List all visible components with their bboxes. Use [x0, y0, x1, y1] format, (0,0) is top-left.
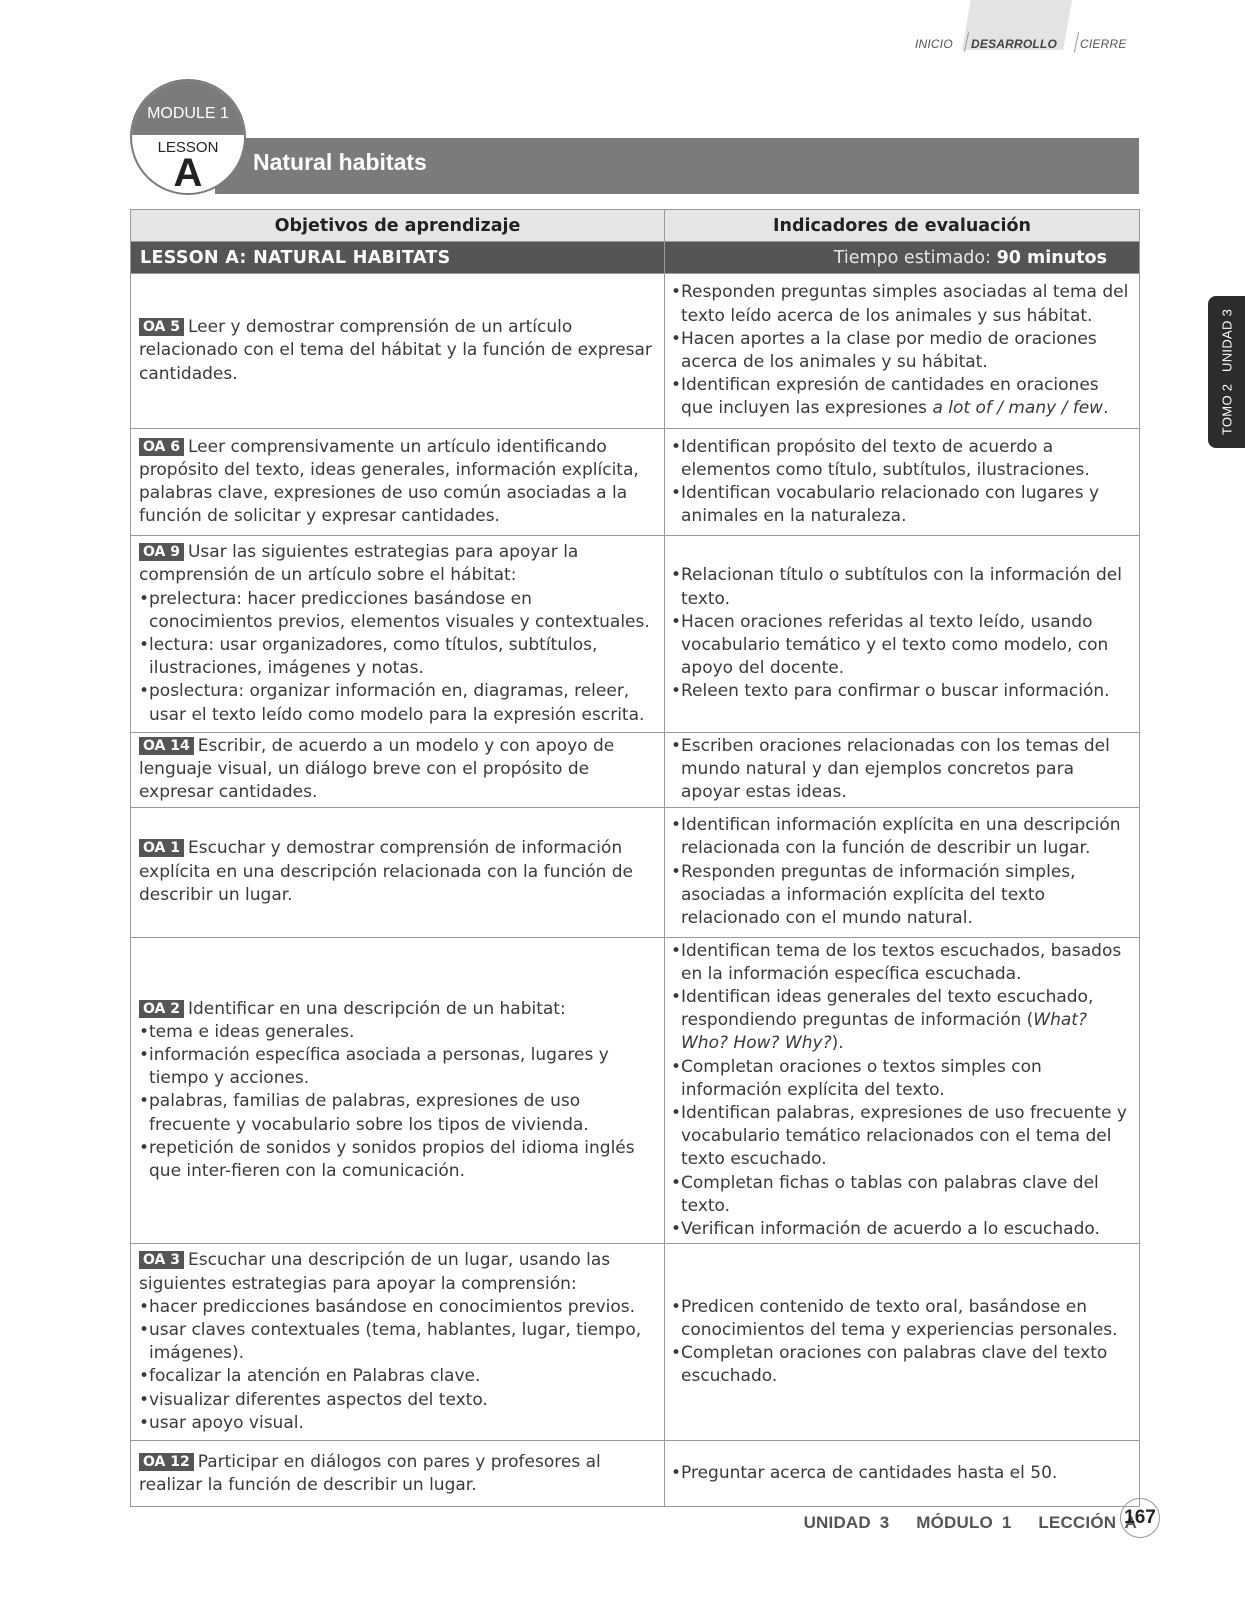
- indicator-italic: a lot of / many / few: [932, 398, 1104, 419]
- lesson-name: LESSON A: NATURAL HABITATS: [131, 242, 665, 274]
- page-title: Natural habitats: [253, 149, 427, 175]
- list-item: • Preguntar acerca de cantidades hasta el 50.: [671, 1462, 1135, 1485]
- objective-cell: [131, 429, 665, 536]
- objective-cell: [131, 274, 665, 429]
- objective-text: Participar en diálogos con pares y profesores al realizar la función de describir un lugar.: [139, 1451, 601, 1495]
- oa-code: OA 1: [139, 839, 184, 857]
- objective-text: Escribir, de acuerdo a un modelo y con apoyo de lenguaje visual, un diálogo breve con el propósito de expresar cantidades.: [139, 736, 615, 803]
- indicator-text: Identifican ideas generales del texto escuchado, respondiendo preguntas de información (: [681, 987, 1094, 1031]
- col-indicators-header: Indicadores de evaluación: [665, 210, 1140, 242]
- objective-cell: [131, 937, 665, 1244]
- list-item: • repetición de sonidos y sonidos propios del idioma inglés que inter-fieren con la comunicación.: [139, 1137, 656, 1183]
- indicators-cell: [665, 536, 1140, 733]
- indicators-cell: [665, 1244, 1140, 1441]
- table-row: [131, 429, 1140, 536]
- indicators-cell: [665, 807, 1140, 937]
- nav-inicio: INICIO: [915, 37, 953, 51]
- objective-cell: [131, 1244, 665, 1441]
- indicators-cell: [665, 429, 1140, 536]
- list-item: • Identifican información explícita en una descripción relacionada con la función de describir un lugar.: [671, 814, 1135, 860]
- indicator-end: ).: [831, 1033, 844, 1054]
- list-item: • tema e ideas generales.: [139, 1021, 656, 1044]
- volume-unit-tab: [1208, 296, 1245, 448]
- badge-lesson: LESSON: [157, 139, 219, 156]
- objective-text: Leer y demostrar comprensión de un artículo relacionado con el tema del hábitat y la función de expresar cantidades.: [139, 317, 652, 384]
- objective-text: Escuchar y demostrar comprensión de información explícita en una descripción relacionada con la función de describir un lugar.: [139, 838, 634, 905]
- col-objectives-header: Objetivos de aprendizaje: [131, 210, 665, 242]
- list-item: • visualizar diferentes aspectos del texto.: [139, 1389, 656, 1412]
- lesson-title-bar: [215, 138, 1139, 194]
- oa-code: OA 9: [139, 543, 184, 561]
- list-item: • Hacen aportes a la clase por medio de oraciones acerca de los animales y su hábitat.: [671, 328, 1135, 374]
- list-item: • Responden preguntas simples asociadas al tema del texto leído acerca de los animales y sus hábitat.: [671, 281, 1135, 327]
- oa-code: OA 6: [139, 438, 184, 456]
- list-item: • Releen texto para confirmar o buscar información.: [671, 680, 1135, 703]
- list-item: • Completan fichas o tablas con palabras clave del texto.: [671, 1172, 1135, 1218]
- list-item: • Completan oraciones o textos simples con información explícita del texto.: [671, 1056, 1135, 1102]
- objective-cell: [131, 536, 665, 733]
- indicator-italic: What? Who? How? Why?: [681, 1010, 1087, 1054]
- list-item: • Verifican información de acuerdo a lo escuchado.: [671, 1218, 1135, 1241]
- objective-cell: [131, 807, 665, 937]
- nav-cierre: CIERRE: [1080, 37, 1127, 51]
- indicator-text: Identifican expresión de cantidades en oraciones que incluyen las expresiones: [681, 375, 1099, 419]
- list-item: • Identifican tema de los textos escuchados, basados en la información específica escuchada.: [671, 940, 1135, 986]
- oa-code: OA 2: [139, 1000, 184, 1018]
- module-lesson-badge: [130, 79, 246, 195]
- objective-text: Escuchar una descripción de un lugar, usando las siguientes estrategias para apoyar la comprensión:: [139, 1250, 611, 1294]
- table-row: [131, 807, 1140, 937]
- objectives-table: [130, 209, 1140, 1507]
- objective-text: Identificar en una descripción de un habitat:: [187, 998, 566, 1019]
- table-row: [131, 937, 1140, 1244]
- indicators-cell: [665, 937, 1140, 1244]
- list-item: [671, 374, 1135, 420]
- page-number: 167: [1120, 1498, 1160, 1538]
- lesson-row: [131, 242, 1140, 274]
- time-label: Tiempo estimado:: [833, 247, 992, 268]
- list-item: • palabras, familias de palabras, expresiones de uso frecuente y vocabulario sobre los tipos de vivienda.: [139, 1090, 656, 1136]
- badge-module: MODULE 1: [147, 105, 229, 122]
- list-item: • usar claves contextuales (tema, hablantes, lugar, tiempo, imágenes).: [139, 1319, 656, 1365]
- objective-cell: [131, 733, 665, 808]
- list-item: • Identifican palabras, expresiones de uso frecuente y vocabulario temático relacionados con el tema del texto escuchado.: [671, 1102, 1135, 1172]
- list-item: • Identifican vocabulario relacionado con lugares y animales en la naturaleza.: [671, 482, 1135, 528]
- table-row: [131, 733, 1140, 808]
- list-item: • Predicen contenido de texto oral, basándose en conocimientos del tema y experiencias personales.: [671, 1296, 1135, 1342]
- objective-text: Leer comprensivamente un artículo identificando propósito del texto, ideas generales, información explícita, palabras clave, expresiones de uso común asociadas a la función de solicitar y expresar cantidades.: [139, 436, 639, 527]
- section-nav: [900, 0, 1140, 60]
- oa-code: OA 12: [139, 1453, 194, 1471]
- footer-breadcrumb: UNIDAD 3 MÓDULO 1 LECCIÓN A: [803, 1513, 1137, 1532]
- estimated-time: [665, 242, 1140, 274]
- list-item: • Relacionan título o subtítulos con la información del texto.: [671, 564, 1135, 610]
- list-item: • focalizar la atención en Palabras clave.: [139, 1365, 656, 1388]
- list-item: • Responden preguntas de información simples, asociadas a información explícita del texto relacionado con el mundo natural.: [671, 861, 1135, 931]
- list-item: [671, 986, 1135, 1056]
- list-item: • lectura: usar organizadores, como títulos, subtítulos, ilustraciones, imágenes y notas.: [139, 634, 656, 680]
- time-value: 90 minutos: [996, 247, 1107, 268]
- objective-text: Usar las siguientes estrategias para apoyar la comprensión de un artículo sobre el hábitat:: [139, 542, 579, 586]
- list-item: • hacer predicciones basándose en conocimientos previos.: [139, 1296, 656, 1319]
- list-item: • usar apoyo visual.: [139, 1412, 656, 1435]
- indicators-cell: [665, 733, 1140, 808]
- oa-code: OA 14: [139, 737, 194, 755]
- table-row: [131, 1441, 1140, 1507]
- indicators-cell: [665, 1441, 1140, 1507]
- indicators-cell: [665, 274, 1140, 429]
- oa-code: OA 5: [139, 318, 184, 336]
- list-item: • Escriben oraciones relacionadas con los temas del mundo natural y dan ejemplos concretos para apoyar estas ideas.: [671, 735, 1135, 805]
- table-row: [131, 1244, 1140, 1441]
- list-item: • Identifican propósito del texto de acuerdo a elementos como título, subtítulos, ilustraciones.: [671, 436, 1135, 482]
- list-item: • Hacen oraciones referidas al texto leído, usando vocabulario temático y el texto como modelo, con apoyo del docente.: [671, 611, 1135, 681]
- badge-letter: A: [173, 151, 203, 195]
- list-item: • prelectura: hacer predicciones basándose en conocimientos previos, elementos visuales y contextuales.: [139, 588, 656, 634]
- volume-unit-label: TOMO 2 UNIDAD 3: [1219, 308, 1234, 436]
- list-item: • Completan oraciones con palabras clave del texto escuchado.: [671, 1342, 1135, 1388]
- nav-divider: [1074, 32, 1079, 52]
- list-item: • información específica asociada a personas, lugares y tiempo y acciones.: [139, 1044, 656, 1090]
- objective-cell: [131, 1441, 665, 1507]
- table-row: [131, 536, 1140, 733]
- table-row: [131, 274, 1140, 429]
- nav-desarrollo: DESARROLLO: [971, 37, 1057, 51]
- list-item: • poslectura: organizar información en, diagramas, releer, usar el texto leído como modelo para la expresión escrita.: [139, 680, 656, 726]
- oa-code: OA 3: [139, 1251, 184, 1269]
- indicator-end: .: [1103, 398, 1109, 419]
- table-header-row: [131, 210, 1140, 242]
